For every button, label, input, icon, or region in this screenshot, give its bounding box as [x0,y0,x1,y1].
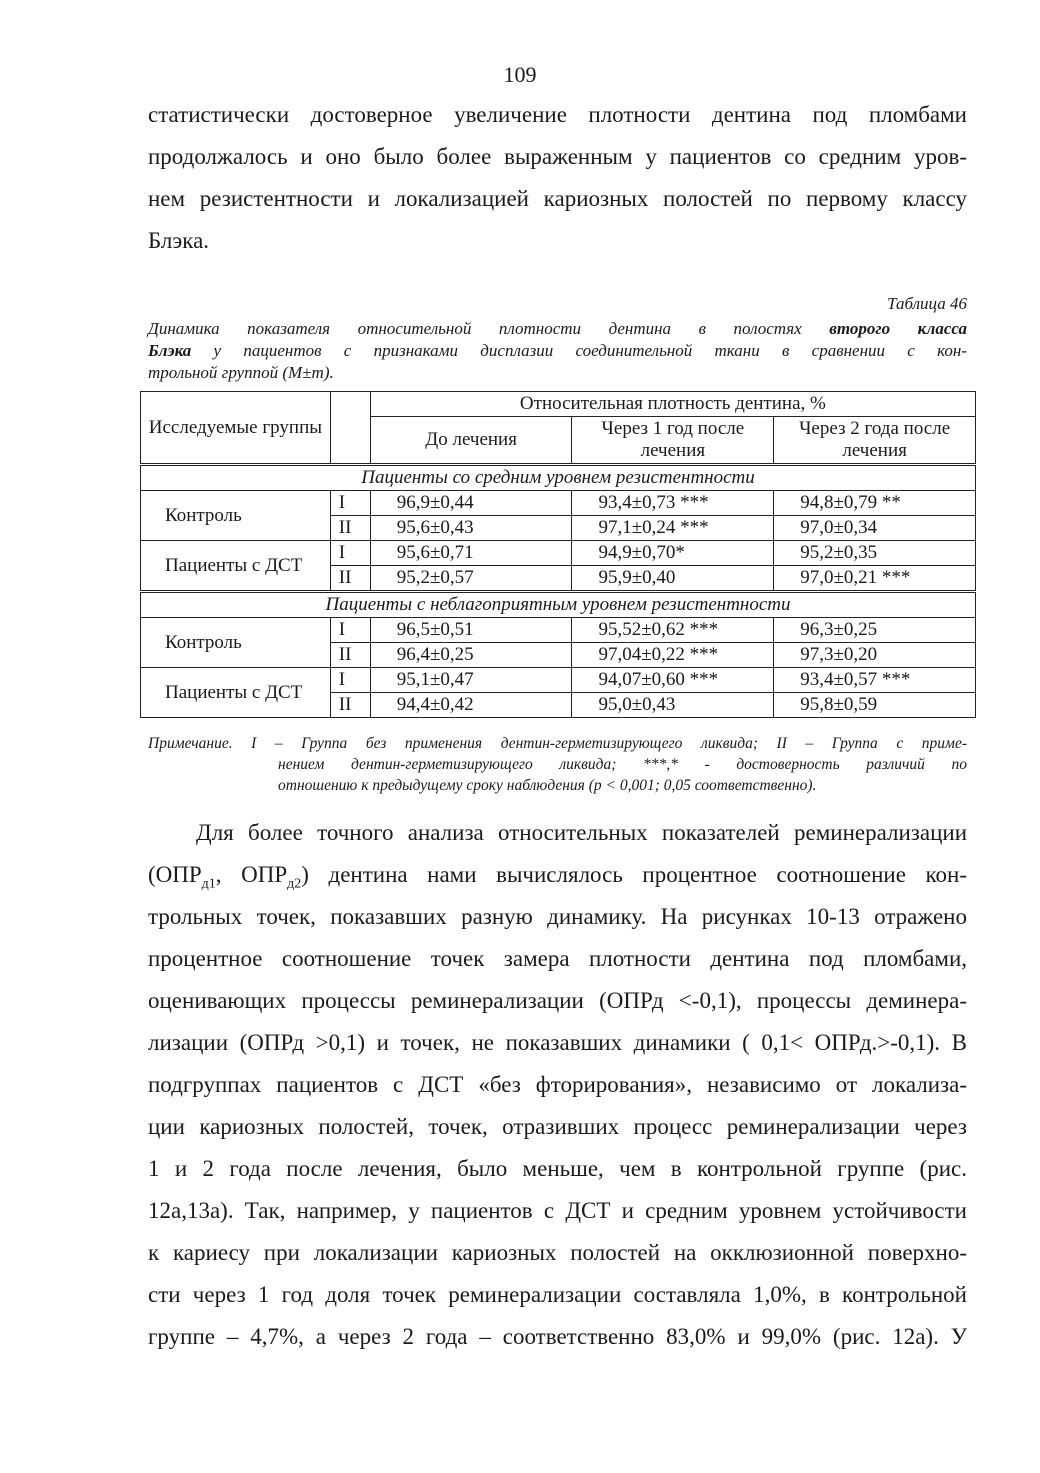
subgroup-cell: I [330,541,370,566]
subgroup-cell: II [330,693,370,718]
value-cell: 95,6±0,71 [370,541,572,566]
text-line: трольных точек, показавших разную динамику. На рисунках 10-13 отражено [148,904,967,929]
header-groups: Исследуемые группы [141,392,331,465]
caption-bold: Блэка [148,341,192,360]
caption-line: трольной группой (M±m). [148,363,334,382]
value-cell: 97,1±0,24 *** [572,516,774,541]
subgroup-cell: II [330,643,370,668]
paragraph-top [148,94,967,262]
table-number-label: Таблица 46 [887,294,967,313]
value-cell: 97,04±0,22 *** [572,643,774,668]
caption-line [148,318,967,340]
value-cell: 93,4±0,57 *** [774,668,976,693]
text-line: сти через 1 год доля точек реминерализации составляла 1,0%, в контрольной [148,1282,967,1307]
text-line: оценивающих процессы реминерализации (ОПРд <-0,1), процессы деминера- [148,988,967,1013]
text-line: нем резистентности и локализацией кариозных полостей по первому классу [148,186,967,211]
note-line: нением дентин-герметизирующего ликвида; ***,* - достоверность различий по [278,756,967,773]
text-line: Блэка. [148,228,210,253]
value-cell: 96,4±0,25 [370,643,572,668]
value-cell: 95,2±0,35 [774,541,976,566]
value-cell: 97,0±0,34 [774,516,976,541]
table-caption [148,318,967,384]
table-row [141,491,976,516]
paragraph-bottom [148,812,967,1358]
value-cell: 96,5±0,51 [370,618,572,643]
subgroup-cell: I [330,618,370,643]
table-row [141,541,976,566]
table-row [141,618,976,643]
note-line: отношению к предыдущему сроку наблюдения (p < 0,001; 0,05 соответственно). [278,777,817,794]
text-line: 12а,13а). Так, например, у пациентов с ДСТ и средним уровнем устойчивости [148,1198,967,1223]
value-cell: 95,9±0,40 [572,566,774,592]
text-line: к кариесу при локализации кариозных полостей на окклюзионной поверхно- [148,1240,967,1265]
value-cell: 94,8±0,79 ** [774,491,976,516]
text-fragment: , ОПР [215,862,288,887]
group-name: Пациенты с ДСТ [141,541,331,592]
header-subgroup [330,392,370,465]
value-cell: 96,3±0,25 [774,618,976,643]
value-cell: 94,07±0,60 *** [572,668,774,693]
table-row [141,668,976,693]
caption-line [148,340,967,362]
value-cell: 97,0±0,21 *** [774,566,976,592]
section-title: Пациенты с неблагоприятным уровнем резистентности [141,592,976,618]
value-cell: 94,4±0,42 [370,693,572,718]
group-name: Контроль [141,618,331,668]
subgroup-cell: II [330,566,370,592]
value-cell: 95,8±0,59 [774,693,976,718]
value-cell: 95,0±0,43 [572,693,774,718]
text-line [148,854,967,896]
value-cell: 96,9±0,44 [370,491,572,516]
note-line: Примечание. I – Группа без применения дентин-герметизирующего ликвида; II – Группа с приме- [148,735,967,752]
caption-bold: второго класса [829,319,967,338]
text-fragment: ) дентина нами вычислялось процентное соотношение кон- [301,862,967,887]
header-density: Относительная плотность дентина, % [370,392,975,417]
text-line: группе – 4,7%, а через 2 года – соответственно 83,0% и 99,0% (рис. 12а). У [148,1324,967,1349]
value-cell: 95,2±0,57 [370,566,572,592]
value-cell: 95,52±0,62 *** [572,618,774,643]
text-fragment: (ОПР [148,862,202,887]
page-number: 109 [503,62,537,87]
caption-text: Динамика показателя относительной плотности дентина в полостях [148,319,830,338]
text-line: ции кариозных полостей, точек, отразивших процесс реминерализации через [148,1114,967,1139]
subscript: д2 [287,876,302,892]
value-cell: 95,1±0,47 [370,668,572,693]
header-after2: Через 2 года после лечения [774,417,976,465]
header-after1: Через 1 год после лечения [572,417,774,465]
text-line: 1 и 2 года после лечения, было меньше, чем в контрольной группе (рис. [148,1156,967,1181]
value-cell: 97,3±0,20 [774,643,976,668]
value-cell: 93,4±0,73 *** [572,491,774,516]
subgroup-cell: II [330,516,370,541]
text-line: подгруппах пациентов с ДСТ «без фторирования», независимо от локализа- [148,1072,967,1097]
subgroup-cell: I [330,668,370,693]
group-name: Пациенты с ДСТ [141,668,331,718]
text-line: лизации (ОПРд >0,1) и точек, не показавших динамики ( 0,1< ОПРд.>-0,1). В [148,1030,967,1055]
text-line: процентное соотношение точек замера плотности дентина под пломбами, [148,946,967,971]
text-line: статистически достоверное увеличение плотности дентина под пломбами [148,102,967,127]
table-note [148,733,967,796]
subscript: д1 [201,876,216,892]
subgroup-cell: I [330,491,370,516]
text-line: Для более точного анализа относительных показателей реминерализации [196,820,967,845]
value-cell: 95,6±0,43 [370,516,572,541]
header-before: До лечения [370,417,572,465]
section-title: Пациенты со средним уровнем резистентности [141,465,976,491]
data-table [140,391,976,718]
value-cell: 94,9±0,70* [572,541,774,566]
text-line: продолжалось и оно было более выраженным у пациентов со средним уров- [148,144,967,169]
caption-text: у пациентов с признаками дисплазии соединительной ткани в сравнении с кон- [191,341,967,360]
group-name: Контроль [141,491,331,541]
